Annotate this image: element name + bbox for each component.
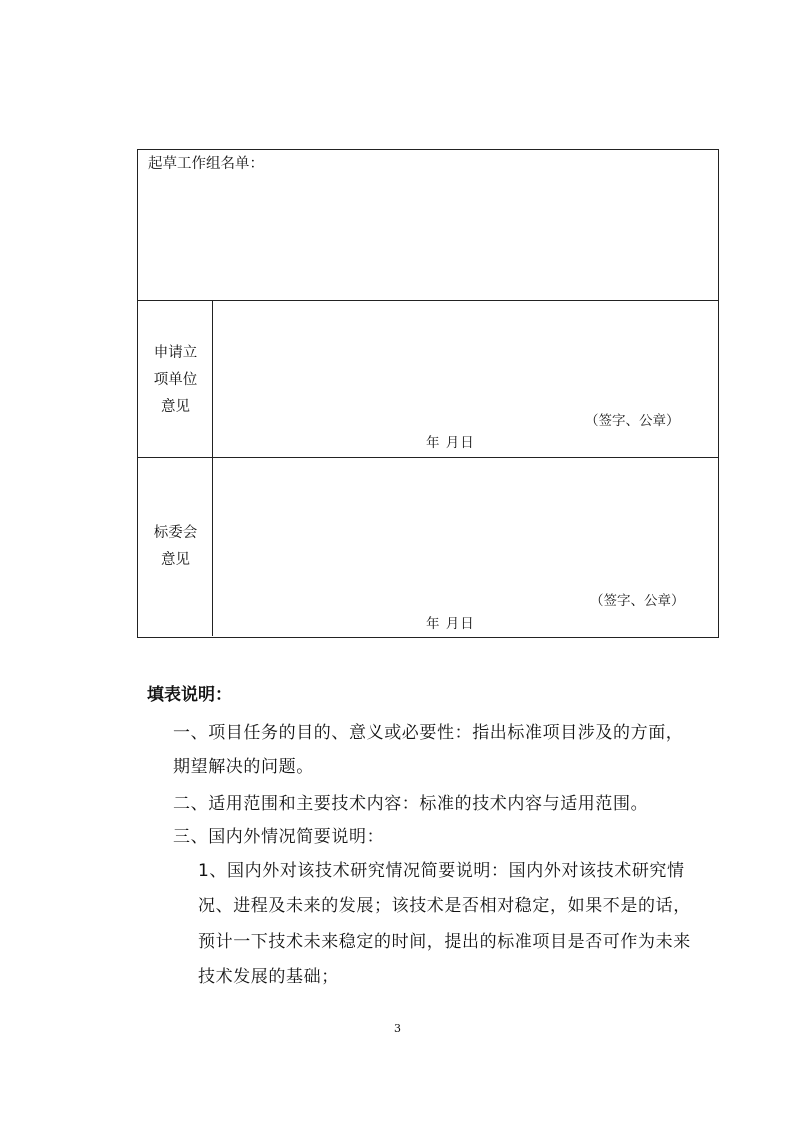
- committee-opinion-label-cell: [138, 458, 213, 636]
- applicant-label-line-2: 项单位: [153, 372, 198, 388]
- instruction-line: 技术发展的基础；: [198, 967, 339, 987]
- committee-date: 年 月日: [426, 616, 475, 632]
- instructions-title: 填表说明：: [147, 685, 232, 705]
- applicant-opinion-label-cell: [138, 301, 213, 457]
- instruction-line: 三、国内外情况简要说明：: [173, 827, 385, 847]
- committee-label-line-2: 意见: [161, 552, 190, 568]
- application-form-table: [137, 149, 719, 638]
- applicant-label-line-3: 意见: [161, 399, 190, 415]
- committee-signature-note: （签字、公章）: [590, 593, 685, 609]
- applicant-label-line-1: 申请立: [153, 345, 198, 361]
- committee-label-line-1: 标委会: [153, 525, 198, 541]
- committee-opinion-row: [138, 458, 718, 636]
- applicant-opinion-row: [138, 301, 718, 458]
- instruction-line: 二、适用范围和主要技术内容：标准的技术内容与适用范围。: [173, 794, 649, 814]
- drafting-group-row: [138, 150, 718, 301]
- page-number: 3: [394, 1022, 401, 1035]
- applicant-signature-note: （签字、公章）: [585, 413, 680, 429]
- instruction-line: 一、项目任务的目的、意义或必要性：指出标准项目涉及的方面，: [173, 723, 684, 743]
- instruction-line: 1、国内外对该技术研究情况简要说明：国内外对该技术研究情: [198, 861, 685, 881]
- applicant-date: 年 月日: [426, 435, 475, 451]
- drafting-group-label: 起草工作组名单：: [148, 156, 264, 172]
- instruction-line: 预计一下技术未来稳定的时间，提出的标准项目是否可作为未来: [198, 932, 691, 952]
- instruction-line: 况、进程及未来的发展；该技术是否相对稳定，如果不是的话，: [198, 896, 691, 916]
- instruction-line: 期望解决的问题。: [173, 757, 314, 777]
